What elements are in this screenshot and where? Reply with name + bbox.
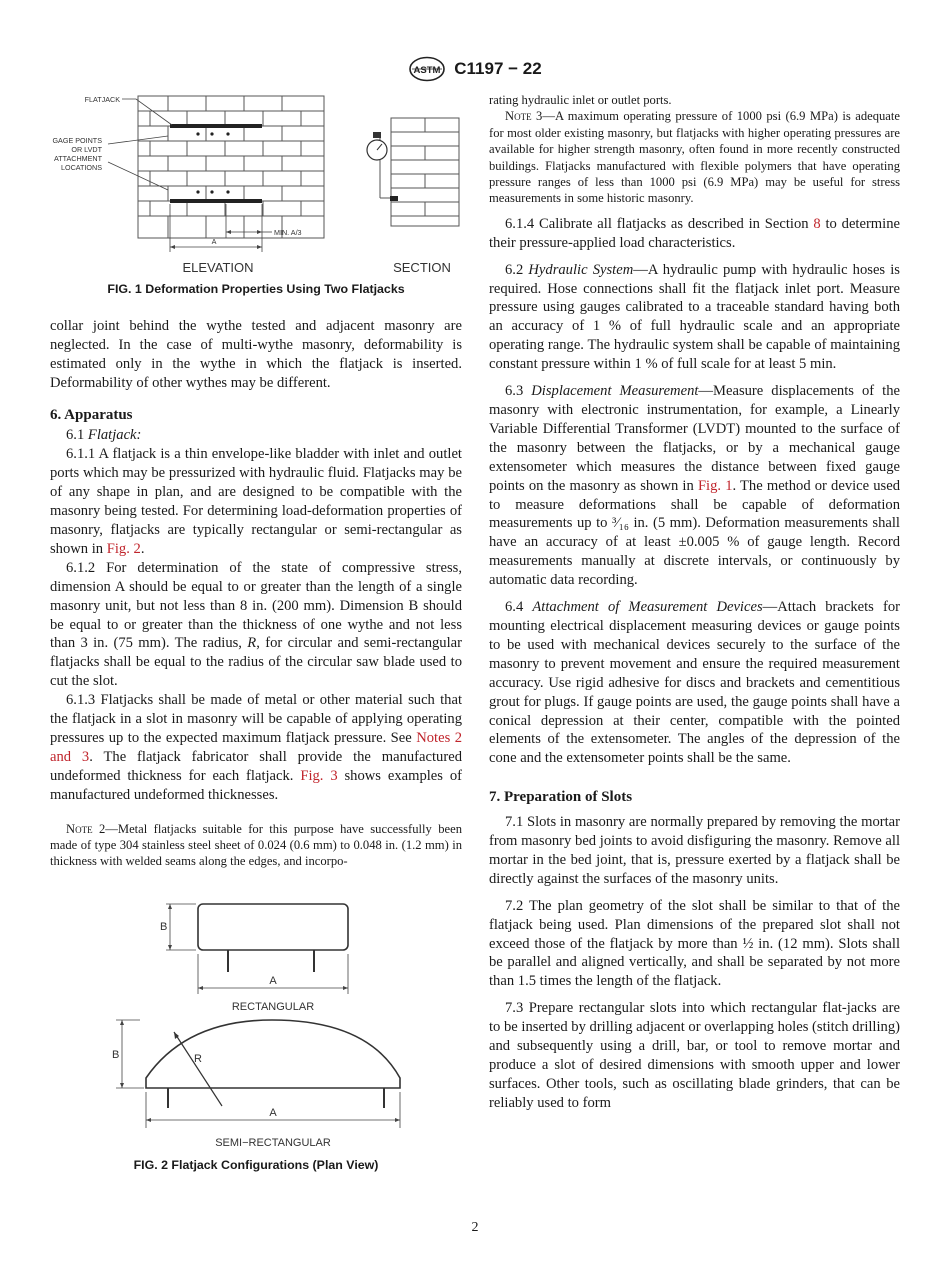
para-6-3: 6.3 Displacement Measurement—Measure displacements of the masonry with electronic instrumentation, for example, a Linearly Variable Differential Transformer (LVDT) mounted to the surface of the masonry between the flatjacks, or by a mechanical gauge extensometer which measures the distance between fixed gauge points on the masonry as shown in Fig. 1. The method or device used to measure deformations shall be capable of deformation measurements up to ³⁄₁₆ in. (5 mm). Deformation measurements shall have an accuracy of at least ±0.005 % of gauge length. Record measurements manually at discrete intervals, or continuously by automatic data recording. [489, 383, 901, 589]
para-7-1: 7.1 Slots in masonry are normally prepared by removing the mortar from masonry bed joints to avoid disfiguring the masonry. Remove all mortar in the bed joint, that is, pressure exerted by a flatjack shall be directly against the surfaces of the masonry units. [489, 814, 900, 887]
section-view [380, 118, 459, 226]
svg-text:A: A [211, 237, 217, 246]
brick-wall [138, 96, 324, 238]
svg-text:FLATJACK: FLATJACK [84, 95, 120, 104]
svg-text:B: B [112, 1048, 120, 1061]
para-6-1: 6.1 Flatjack: [66, 427, 142, 444]
para-collar-joint: collar joint behind the wythe tested and adjacent masonry are neglected. In the case of multi-wythe masonry, deformability is estimated only in the wythe in which the flatjack is inserted. Deformability of other wythes may be different. [50, 317, 462, 391]
para-6-1-1: 6.1.1 A flatjack is a thin envelope-like bladder with inlet and outlet ports which may be pressurized with hydraulic fluid. Flatjacks may be of any shape in plan, and are designed to be compatible with the masonry being tested. For determining load-deformation properties of masonry, flatjacks are typically rectangular or semi-rectangular as shown in Fig. 2. [50, 446, 462, 557]
note-2: Note 2—Metal flatjacks suitable for this purpose have successfully been made of type 304 stainless steel sheet of 0.024 (0.6 mm) to 0.048 in. (1.2 mm) in thickness with welded seams along the edges, and incorpo- [50, 821, 462, 869]
fig1-drawing [50, 92, 462, 278]
lower-flatjack [170, 199, 262, 203]
svg-text:MIN. A/3: MIN. A/3 [274, 228, 302, 237]
note-3: Note 3—A maximum operating pressure of 1000 psi (6.9 MPa) is adequate for most older existing masonry, but flatjacks with higher operating pressures are available for higher strength masonry, often found in more recently constructed buildings. Flatjacks manufactured with flexible polymers that have operating pressure ranges of less than 1000 psi (6.9 MPa) may be useful for stress measurements in some historic masonry. [489, 109, 900, 206]
semi-rectangular-flatjack [112, 1020, 400, 1149]
svg-text:OR LVDT: OR LVDT [71, 145, 102, 154]
svg-text:GAGE POINTS: GAGE POINTS [52, 136, 102, 145]
svg-text:SEMI−RECTANGULAR: SEMI−RECTANGULAR [215, 1136, 331, 1149]
standard-designation: C1197 − 22 [454, 59, 542, 78]
svg-text:RECTANGULAR: RECTANGULAR [231, 1000, 315, 1013]
pressure-gauge-icon [367, 132, 387, 160]
svg-text:ATTACHMENT: ATTACHMENT [53, 154, 102, 163]
rectangular-flatjack [160, 904, 348, 1013]
page-number: 2 [471, 1220, 479, 1235]
fig2-drawing [50, 896, 462, 1152]
para-continuation: rating hydraulic inlet or outlet ports. [489, 93, 672, 107]
svg-text:LOCATIONS: LOCATIONS [60, 163, 102, 172]
fig3-link[interactable]: Fig. 3 [300, 767, 338, 784]
fig1-caption: FIG. 1 Deformation Properties Using Two Flatjacks [107, 282, 405, 296]
right-column [489, 92, 900, 1113]
page-header [0, 56, 950, 82]
astm-logo-icon [408, 56, 446, 82]
fig2-caption: FIG. 2 Flatjack Configurations (Plan View) [133, 1157, 379, 1172]
upper-flatjack [170, 124, 262, 128]
para-6-1-2: 6.1.2 For determination of the state of compressive stress, dimension A should be equal to or greater than the length of a single masonry unit, but not less than 8 in. (200 mm). Dimension B should be equal to or greater than the thickness of one wythe and not less than 3 in. (75 mm). The radius, R, for circular and semi-rectangular flatjacks shall be equal to the radius of the circular saw blade used to cut the slot. [50, 559, 462, 690]
section8-link[interactable]: 8 [813, 215, 821, 232]
leader-lines [108, 99, 272, 252]
heading-preparation: 7. Preparation of Slots [489, 789, 633, 806]
heading-apparatus: 6. Apparatus [50, 406, 133, 423]
para-7-2: 7.2 The plan geometry of the slot shall be similar to that of the flatjack being used. Plan dimensions of the prepared slot shall not exceed those of the flatjack by more than ½ in. (12 mm). Slots shall be parallel and aligned vertically, and shall be separated by not more than 1.5 times the length of the flatjack. [489, 897, 900, 990]
svg-text:B: B [160, 920, 168, 933]
svg-text:R: R [194, 1052, 202, 1065]
para-6-1-3: 6.1.3 Flatjacks shall be made of metal or other material such that the flatjack in a slot in masonry will be capable of applying operating pressures up to the expected maximum flatjack pressure. See Notes 2 and 3. The flatjack fabricator shall provide the manufactured undeformed thickness for each flatjack. Fig. 3 shows examples of manufactured undeformed thicknesses. [50, 692, 462, 803]
svg-text:SECTION: SECTION [393, 260, 451, 275]
para-6-4: 6.4 Attachment of Measurement Devices—Attach brackets for mounting electrical displacement measuring devices or gauge points to be used with mechanical devices securely to the surface of the masonry to prevent movement and ensure the required measurement accuracy. Use rigid adhesive for discs and brackets and cementitious grout for plugs. If gauge points are used, the gauge points shall have a conical depression at their center, compatible with the pointed elements of the extensometer. The angles of the depression of the cone and the extensometer points shall be the same. [489, 599, 900, 767]
para-6-2: 6.2 Hydraulic System—A hydraulic pump with hydraulic hoses is required. Hose connections shall fit the flatjack inlet port. Measure pressure using gauges calibrated to a traceable standard having both an accuracy of 1 % of full hydraulic scale and an appropriate operating range. The hydraulic system shall be capable of maintaining constant pressure within 1 % of full scale for at least 5 min. [489, 261, 900, 373]
svg-text:ELEVATION: ELEVATION [182, 260, 254, 275]
svg-text:A: A [269, 974, 277, 987]
para-7-3: 7.3 Prepare rectangular slots into which rectangular flat-jacks are to be inserted by drilling adjacent or overlapping holes (stitch drilling) and subsequently using a drill, bar, or tool to remove mortar and produce a slot of desired dimensions with smooth upper and lower surfaces. Other tools, such as oscillating blade grinders, that can be reliably used to form [489, 1000, 900, 1111]
notes-link[interactable]: Notes 2 and 3 [50, 729, 462, 765]
left-column [50, 92, 462, 1175]
fig2-link[interactable]: Fig. 2 [106, 540, 141, 557]
svg-text:A: A [269, 1106, 277, 1119]
svg-text:ASTM: ASTM [413, 65, 441, 76]
para-6-1-4: 6.1.4 Calibrate all flatjacks as described in Section 8 to determine their pressure-applied load characteristics. [489, 215, 900, 251]
fig1-link[interactable]: Fig. 1 [697, 477, 733, 494]
